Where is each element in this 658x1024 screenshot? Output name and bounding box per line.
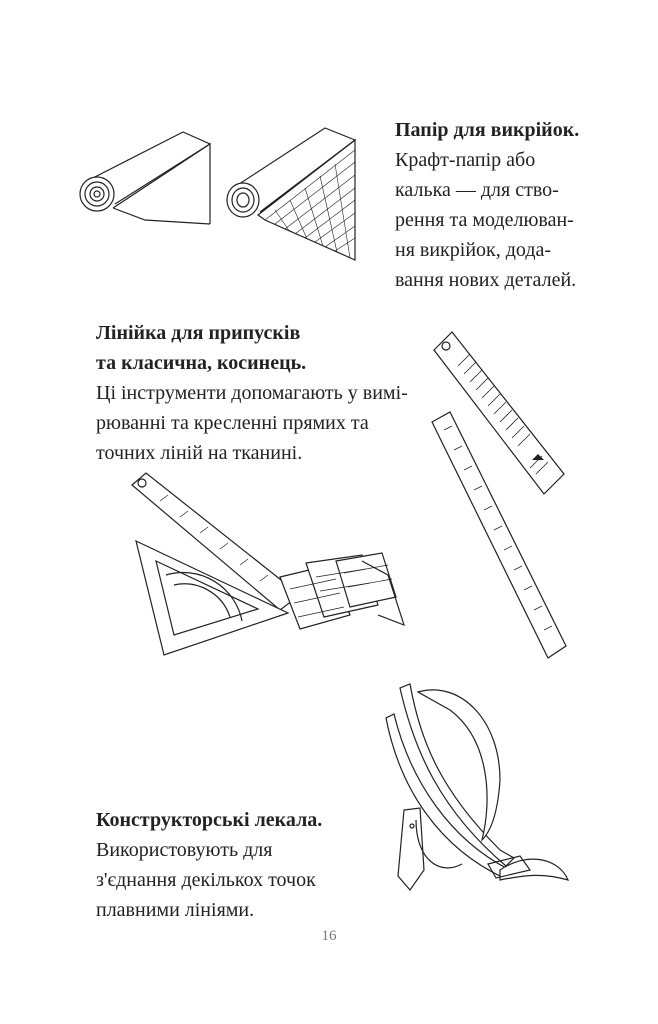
paper-title: Папір для викрійок.: [395, 119, 580, 141]
paper-section: [395, 115, 579, 295]
curves-text-line: Використовують для: [96, 839, 273, 861]
french-curves-illustration: [380, 680, 580, 910]
paper-text-line: вання нових деталей.: [395, 269, 577, 291]
paper-rolls-illustration: [75, 120, 375, 270]
paper-text-line: калька — для ство-: [395, 179, 559, 201]
paper-text-line: ня викрійок, дода-: [395, 239, 552, 261]
rulers-section: [96, 318, 408, 468]
page-number: 16: [321, 928, 337, 944]
rulers-text-line: рюванні та кресленні прямих та: [96, 412, 369, 434]
rulers-text-line: Ці інструменти допомагають у вимі-: [96, 382, 408, 404]
rulers-title-line: та класична, косинець.: [96, 352, 307, 374]
curves-text-line: з'єднання декількох точок: [96, 869, 316, 891]
paper-text-line: Крафт-папір або: [395, 149, 536, 171]
paper-text-line: рення та моделюван-: [395, 209, 574, 231]
straight-ruler-illustration: [430, 408, 570, 663]
curves-title: Конструкторські лекала.: [96, 809, 323, 831]
curves-section: [96, 805, 322, 925]
triangle-tape-illustration: [130, 465, 410, 675]
curves-text-line: плавними лініями.: [96, 899, 255, 921]
rulers-text-line: точних ліній на тканині.: [96, 442, 303, 464]
rulers-title-line: Лінійка для припусків: [96, 322, 301, 344]
